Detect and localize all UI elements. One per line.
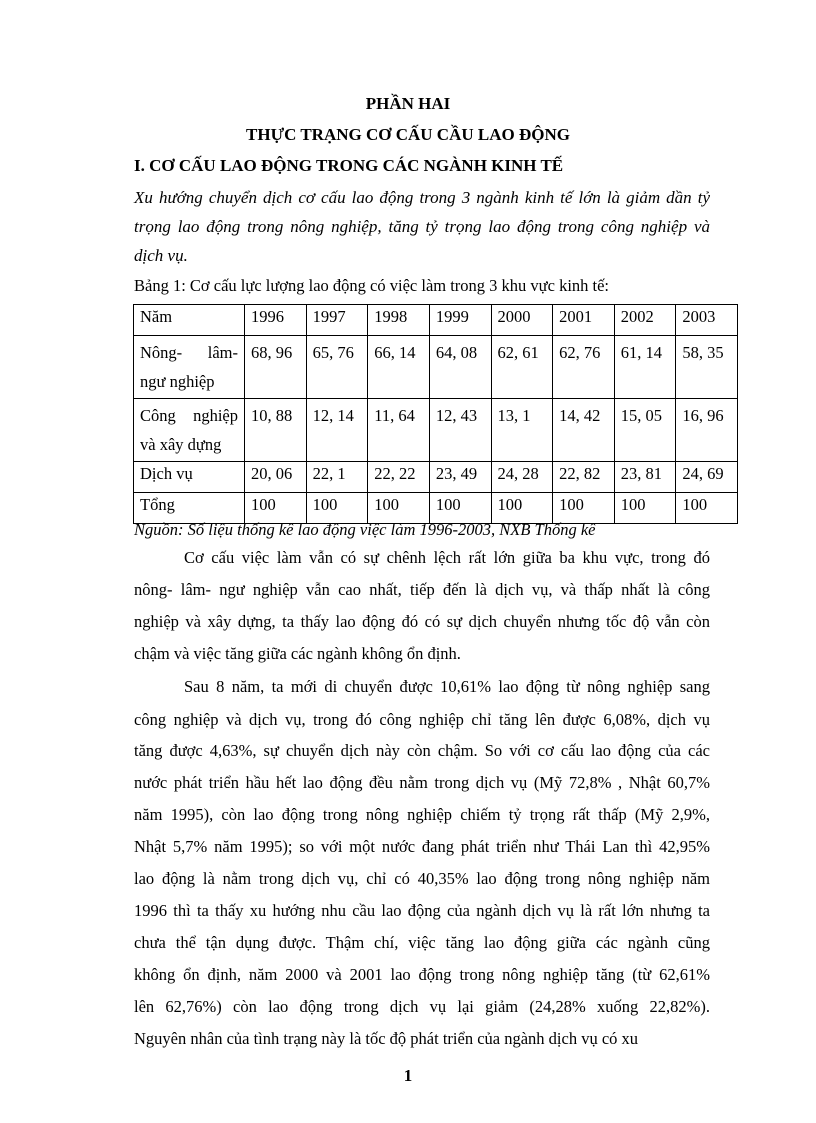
- row-label-line: và xây dựng: [140, 435, 222, 454]
- paragraph2-line: tăng được 4,63%, sự chuyển dịch này còn chậm. So với cơ cấu lao động của các: [134, 741, 710, 760]
- value-cell: 16, 96: [676, 399, 738, 462]
- body-line: [134, 677, 710, 697]
- value-cell: 100: [368, 493, 430, 524]
- year-cell: 2001: [553, 305, 615, 336]
- paragraph1-line: Cơ cấu việc làm vẫn có sự chênh lệch rất lớn giữa ba khu vực, trong đó: [184, 548, 710, 567]
- row-label: [134, 336, 245, 399]
- table-row: [134, 493, 738, 524]
- intro-line: dịch vụ.: [134, 246, 188, 265]
- body-line: [134, 710, 710, 730]
- value-cell: 100: [491, 493, 553, 524]
- paragraph2-line: năm 1995), còn lao động trong nông nghiệp chiếm tỷ trọng rất thấp (Mỹ 2,9%,: [134, 805, 710, 824]
- value-cell: 11, 64: [368, 399, 430, 462]
- paragraph2-line: Nguyên nhân của tình trạng này là tốc độ phát triển của ngành dịch vụ có xu: [134, 1029, 639, 1048]
- body-line: [134, 644, 710, 664]
- table-row: [134, 462, 738, 493]
- value-cell: 58, 35: [676, 336, 738, 399]
- body-line: [134, 933, 710, 953]
- row-label-line: Công nghiệp: [140, 406, 238, 425]
- year-cell: 1998: [368, 305, 430, 336]
- body-line: [134, 1029, 710, 1049]
- value-cell: 100: [676, 493, 738, 524]
- paragraph2-line: Sau 8 năm, ta mới di chuyển được 10,61% lao động từ nông nghiệp sang: [184, 677, 710, 696]
- value-cell: 22, 22: [368, 462, 430, 493]
- value-cell: 24, 69: [676, 462, 738, 493]
- value-cell: 100: [614, 493, 676, 524]
- paragraph2-line: công nghiệp và dịch vụ, trong đó công nghiệp chỉ tăng lên được 6,08%, dịch vụ: [134, 710, 710, 729]
- value-cell: 20, 06: [245, 462, 307, 493]
- value-cell: 12, 43: [429, 399, 491, 462]
- paragraph2-line: lên 62,76%) còn lao động trong dịch vụ lại giảm (24,28% xuống 22,82%).: [134, 997, 710, 1016]
- source-note: Nguồn: Số liệu thống kê lao động việc làm 1996-2003, NXB Thống kê: [134, 520, 596, 539]
- value-cell: 10, 88: [245, 399, 307, 462]
- section-heading: I. CƠ CẤU LAO ĐỘNG TRONG CÁC NGÀNH KINH TẾ: [134, 156, 564, 175]
- table-header-row: [134, 305, 738, 336]
- row-label-line: Nông- lâm-: [140, 343, 238, 362]
- value-cell: 23, 81: [614, 462, 676, 493]
- value-cell: 65, 76: [306, 336, 368, 399]
- body-line: [134, 837, 710, 857]
- paragraph2-line: lao động là nằm trong dịch vụ, chỉ có 40,35% lao động trong nông nghiệp năm: [134, 869, 710, 888]
- value-cell: 22, 1: [306, 462, 368, 493]
- intro-paragraph: [134, 183, 710, 270]
- value-cell: 23, 49: [429, 462, 491, 493]
- body-line: [134, 548, 710, 568]
- paragraph2-line: 1996 thì ta thấy xu hướng nhu cầu lao động của ngành dịch vụ là rất lớn nhưng ta: [134, 901, 710, 920]
- paragraph2-line: chưa thể tận dụng được. Thậm chí, việc tăng lao động giữa các ngành cũng: [134, 933, 710, 952]
- row-label-line: ngư nghiệp: [140, 372, 215, 391]
- value-cell: 24, 28: [491, 462, 553, 493]
- value-cell: 64, 08: [429, 336, 491, 399]
- chapter-title: THỰC TRẠNG CƠ CẤU CẦU LAO ĐỘNG: [246, 125, 570, 144]
- paragraph1-line: nông- lâm- ngư nghiệp vẫn cao nhất, tiếp đến là dịch vụ, và thấp nhất là công: [134, 580, 710, 599]
- body-line: [134, 773, 710, 793]
- value-cell: 68, 96: [245, 336, 307, 399]
- row-label: [134, 399, 245, 462]
- value-cell: 62, 61: [491, 336, 553, 399]
- paragraph2-line: Nhật 5,7% năm 1995); so với một nước đang phát triển như Thái Lan thì 42,95%: [134, 837, 710, 856]
- body-line: [134, 869, 710, 889]
- body-line: [134, 612, 710, 632]
- value-cell: 14, 42: [553, 399, 615, 462]
- year-cell: 2003: [676, 305, 738, 336]
- value-cell: 13, 1: [491, 399, 553, 462]
- year-cell: 1996: [245, 305, 307, 336]
- table-row: [134, 399, 738, 462]
- paragraph1-line: chậm và việc tăng giữa các ngành không ổn định.: [134, 644, 461, 663]
- row-label: Dịch vụ: [134, 462, 245, 493]
- paragraph2-line: không ổn định, năm 2000 và 2001 lao động trong nông nghiệp tăng (từ 62,61%: [134, 965, 710, 984]
- body-line: [134, 805, 710, 825]
- year-cell: 1997: [306, 305, 368, 336]
- year-cell: 2002: [614, 305, 676, 336]
- value-cell: 15, 05: [614, 399, 676, 462]
- value-cell: 100: [306, 493, 368, 524]
- year-cell: 1999: [429, 305, 491, 336]
- row-label: Tổng: [134, 493, 245, 524]
- value-cell: 61, 14: [614, 336, 676, 399]
- value-cell: 22, 82: [553, 462, 615, 493]
- body-line: [134, 741, 710, 761]
- value-cell: 100: [245, 493, 307, 524]
- value-cell: 62, 76: [553, 336, 615, 399]
- body-line: [134, 997, 710, 1017]
- table-caption: Bảng 1: Cơ cấu lực lượng lao động có việc làm trong 3 khu vực kinh tế:: [134, 276, 610, 295]
- labor-structure-table: [133, 304, 738, 524]
- table-header-label: Năm: [134, 305, 245, 336]
- year-cell: 2000: [491, 305, 553, 336]
- part-title: PHẦN HAI: [365, 94, 451, 113]
- page-number: 1: [403, 1066, 413, 1085]
- paragraph2-line: nước phát triển hầu hết lao động đều nằm trong dịch vụ (Mỹ 72,8% , Nhật 60,7%: [134, 773, 710, 792]
- value-cell: 100: [429, 493, 491, 524]
- body-line: [134, 965, 710, 985]
- value-cell: 66, 14: [368, 336, 430, 399]
- body-line: [134, 580, 710, 600]
- value-cell: 100: [553, 493, 615, 524]
- intro-line: Xu hướng chuyển dịch cơ cấu lao động trong 3 ngành kinh tế lớn là giảm dần tỷ: [134, 188, 710, 207]
- paragraph1-line: nghiệp và xây dựng, ta thấy lao động đó có sự dịch chuyển nhưng tốc độ vẫn còn: [134, 612, 710, 631]
- table-row: [134, 336, 738, 399]
- value-cell: 12, 14: [306, 399, 368, 462]
- intro-line: trọng lao động trong nông nghiệp, tăng tỷ trọng lao động trong công nghiệp và: [134, 217, 710, 236]
- body-line: [134, 901, 710, 921]
